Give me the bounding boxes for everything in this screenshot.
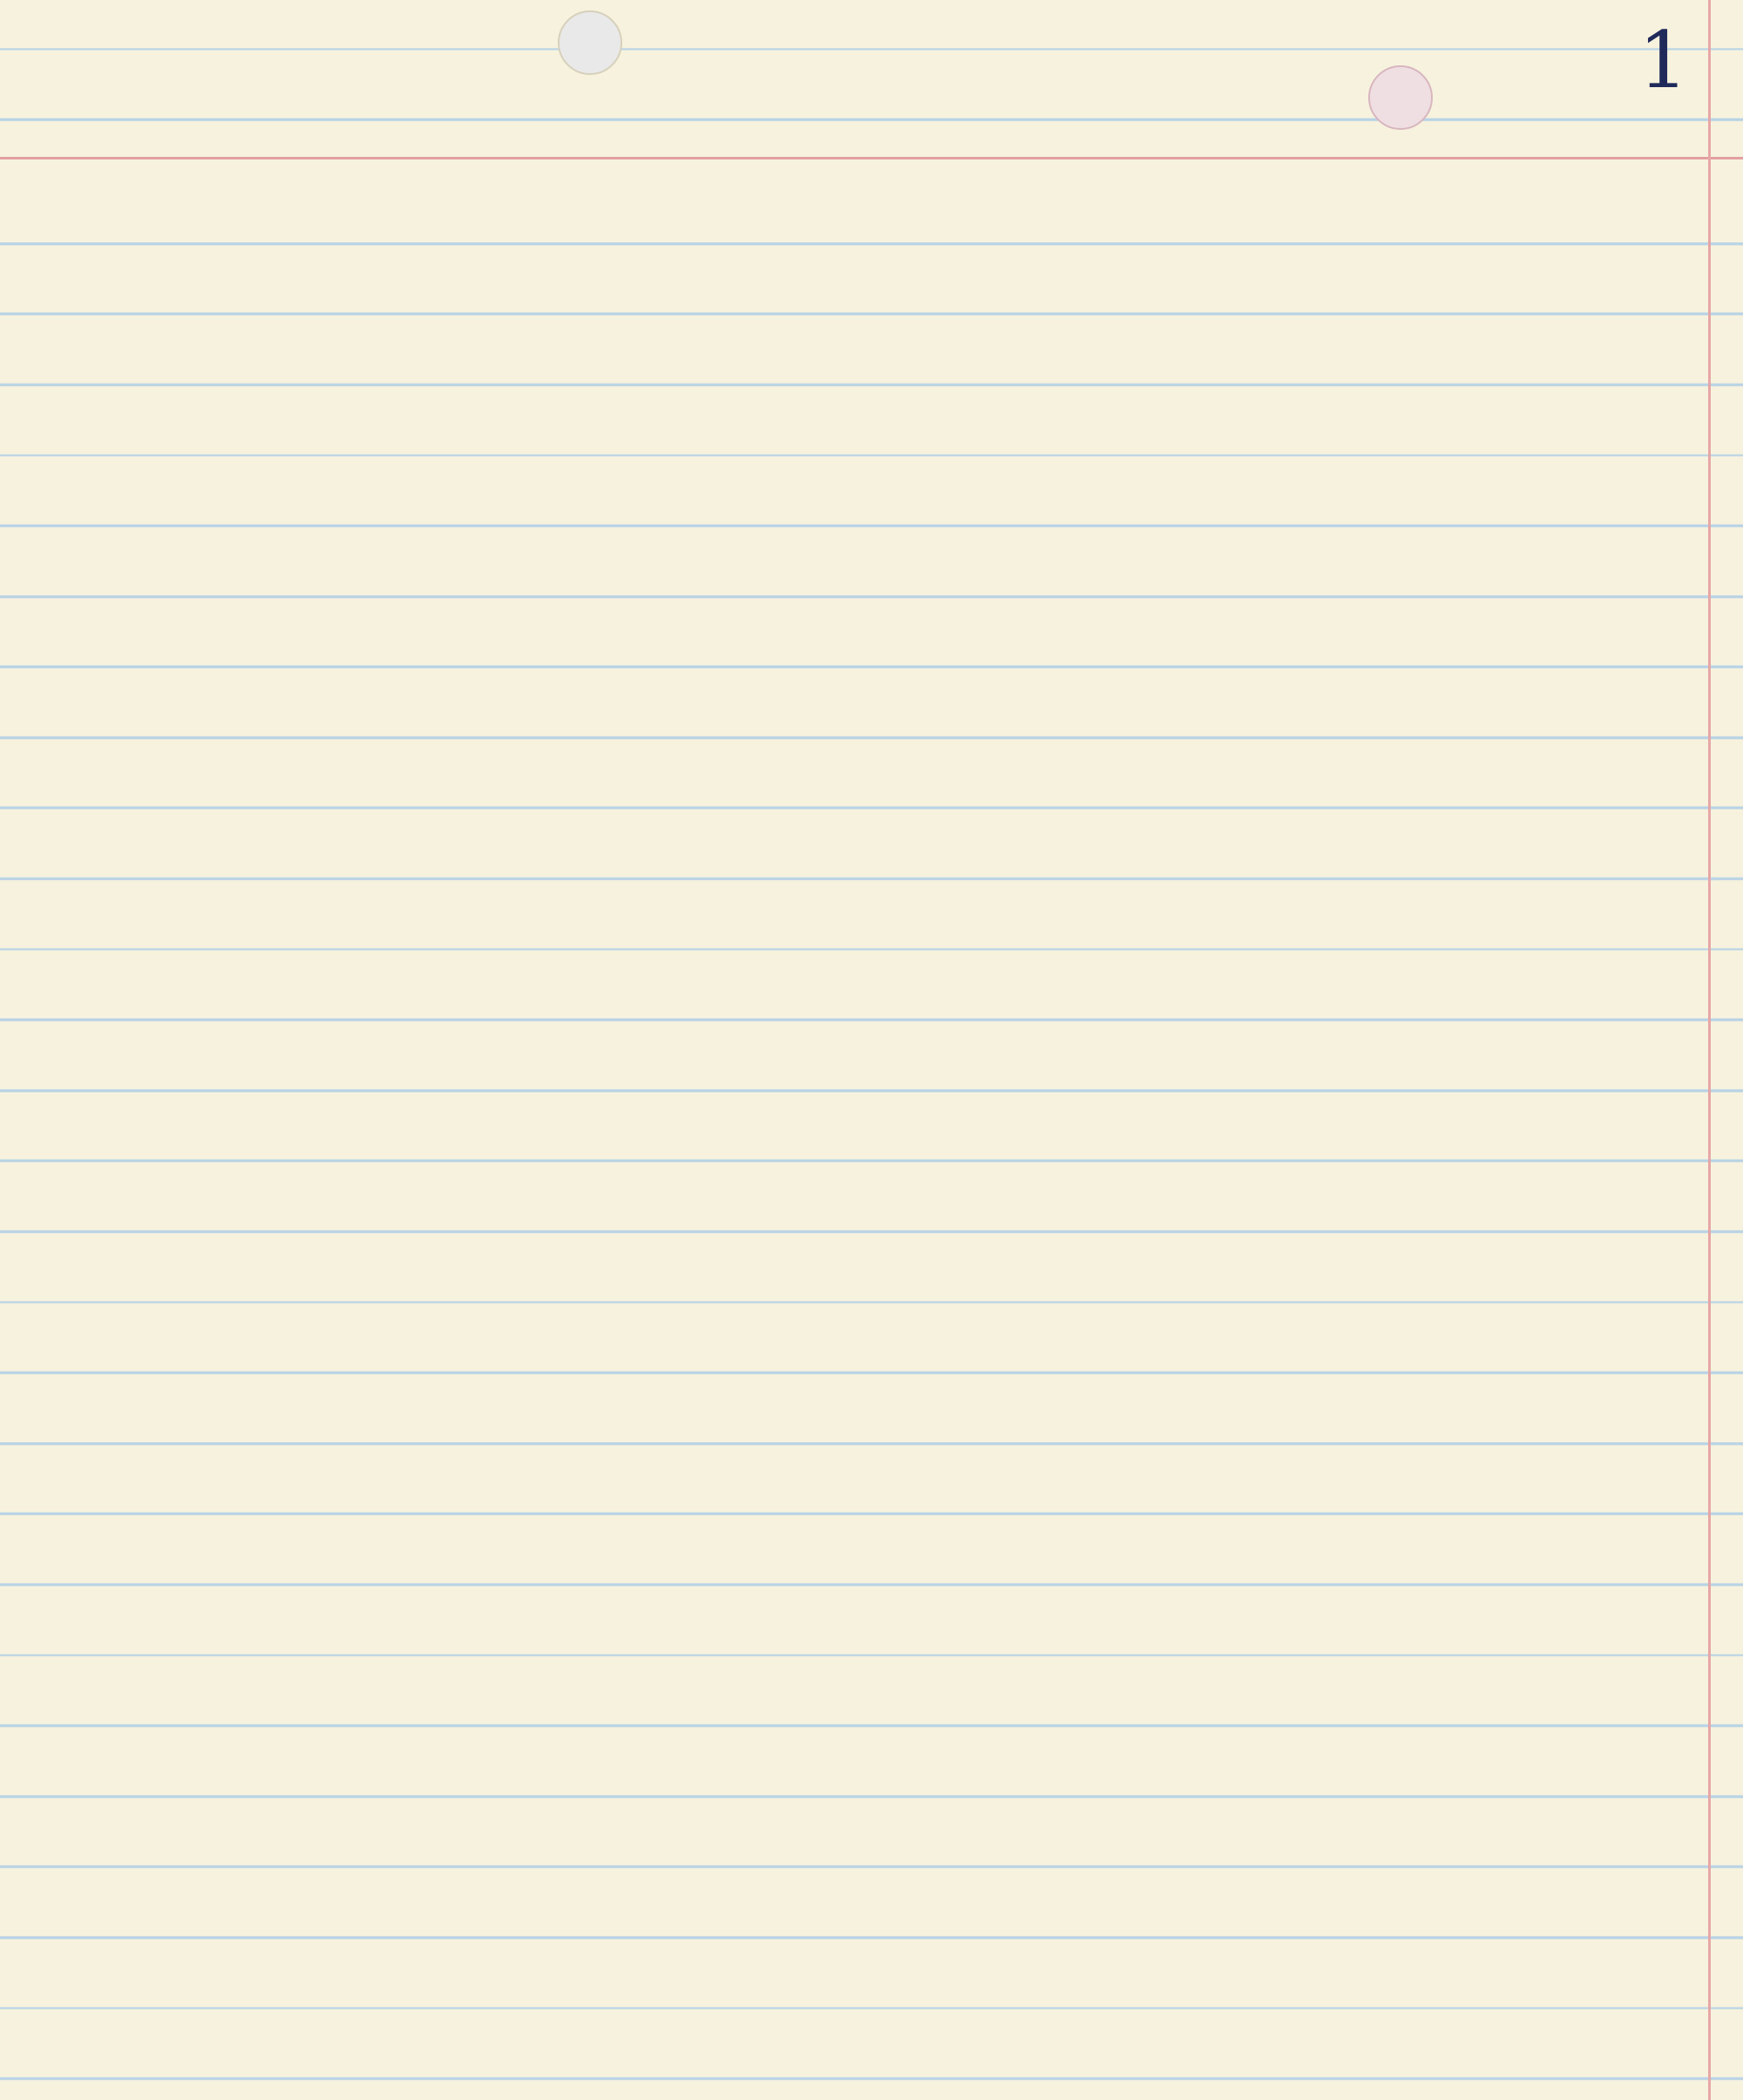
margin-line bbox=[1708, 0, 1711, 2100]
handwritten-text-area bbox=[35, 174, 1691, 2065]
handwritten-line bbox=[35, 245, 1691, 315]
handwritten-line bbox=[35, 386, 1691, 457]
top-rule-line bbox=[0, 157, 1743, 159]
binder-hole bbox=[1368, 65, 1433, 130]
binder-hole bbox=[558, 10, 622, 75]
handwritten-line bbox=[35, 527, 1691, 598]
handwritten-line bbox=[35, 174, 1691, 245]
handwritten-line bbox=[35, 315, 1691, 386]
handwritten-line bbox=[35, 457, 1691, 527]
page-number: 1 bbox=[1638, 15, 1689, 106]
